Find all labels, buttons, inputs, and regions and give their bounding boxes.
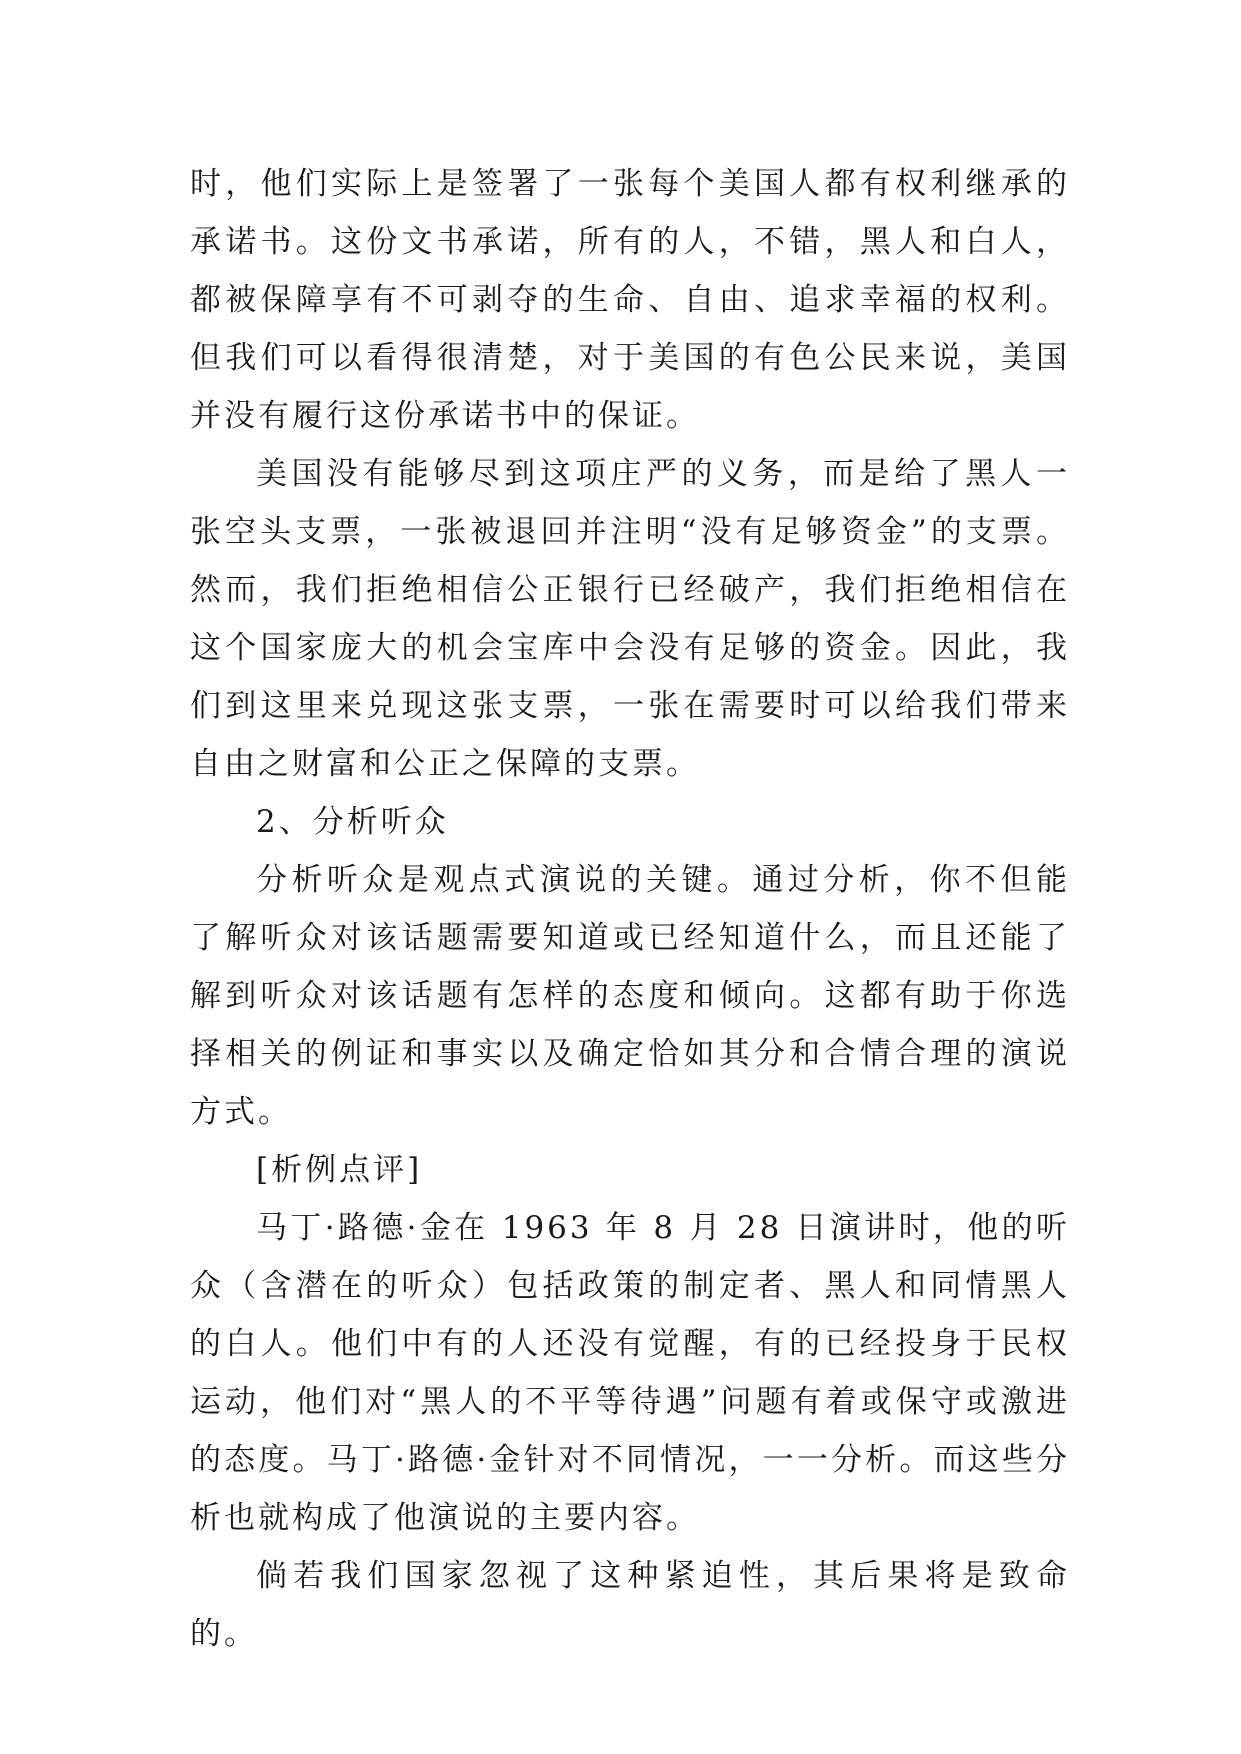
paragraph-1: 时，他们实际上是签署了一张每个美国人都有权利继承的承诺书。这份文书承诺，所有的人，不错，黑人和白人，都被保障享有不可剥夺的生命、自由、追求幸福的权利。但我们可以看得很清楚，对于美国的有色公民来说，美国并没有履行这份承诺书中的保证。 — [190, 166, 1070, 434]
document-body — [190, 155, 1070, 1663]
paragraph-2: 美国没有能够尽到这项庄严的义务，而是给了黑人一张空头支票，一张被退回并注明“没有足够资金”的支票。然而，我们拒绝相信公正银行已经破产，我们拒绝相信在这个国家庞大的机会宝库中会没有足够的资金。因此，我们到这里来兑现这张支票，一张在需要时可以给我们带来自由之财富和公正之保障的支票。 — [190, 456, 1070, 782]
paragraph-3: 分析听众是观点式演说的关键。通过分析，你不但能了解听众对该话题需要知道或已经知道什么，而且还能了解到听众对该话题有怎样的态度和倾向。这都有助于你选择相关的例证和事实以及确定恰如其分和合情合理的演说方式。 — [190, 862, 1070, 1130]
example-label: [析例点评] — [256, 1152, 423, 1188]
section-heading: 2、分析听众 — [256, 804, 449, 840]
paragraph-4: 马丁·路德·金在 1963 年 8 月 28 日演讲时，他的听众（含潜在的听众）包括政策的制定者、黑人和同情黑人的白人。他们中有的人还没有觉醒，有的已经投身于民权运动，他们对“黑人的不平等待遇”问题有着或保守或激进的态度。马丁·路德·金针对不同情况，一一分析。而这些分析也就构成了他演说的主要内容。 — [190, 1210, 1070, 1536]
paragraph-5: 倘若我们国家忽视了这种紧迫性，其后果将是致命的。 — [190, 1558, 1070, 1652]
